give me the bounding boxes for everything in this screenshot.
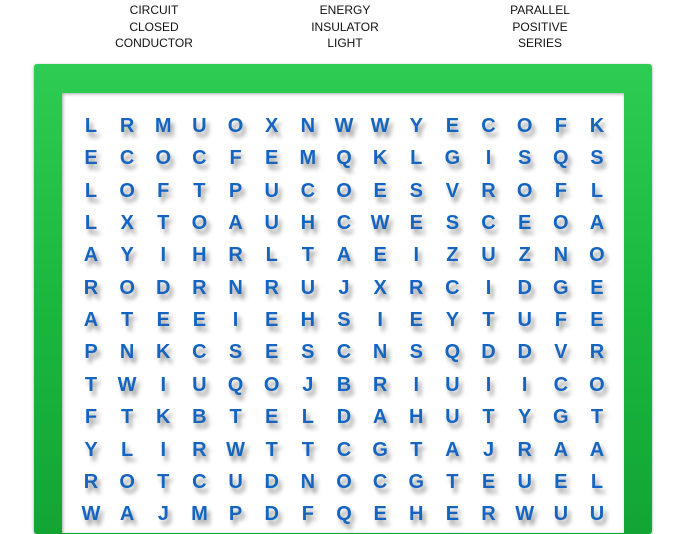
grid-letter[interactable]: N <box>300 115 316 137</box>
grid-letter[interactable]: F <box>554 115 567 137</box>
grid-letter[interactable]: Z <box>518 244 531 267</box>
grid-letter[interactable]: E <box>590 276 604 299</box>
grid-letter[interactable]: J <box>338 276 350 299</box>
grid-letter[interactable]: C <box>553 373 569 396</box>
grid-letter[interactable]: K <box>372 147 388 170</box>
grid-letter[interactable]: O <box>516 179 533 202</box>
grid-letter[interactable]: D <box>517 341 532 364</box>
grid-letter[interactable]: E <box>373 179 387 202</box>
grid-letter[interactable]: D <box>517 276 532 299</box>
grid-letter[interactable]: R <box>228 244 243 267</box>
grid-letter[interactable]: X <box>120 212 134 235</box>
word-list-column-2 <box>265 2 425 52</box>
grid-letter[interactable]: D <box>336 406 352 429</box>
grid-letter[interactable]: L <box>301 406 314 429</box>
grid-letter[interactable]: E <box>409 212 423 235</box>
grid-letter[interactable]: Y <box>445 309 460 332</box>
grid-letter[interactable]: C <box>336 212 352 235</box>
grid-letter[interactable]: W <box>370 212 390 235</box>
grid-letter[interactable]: O <box>155 147 172 170</box>
grid-letter[interactable]: P <box>228 503 243 526</box>
grid-letter[interactable]: T <box>121 309 134 332</box>
grid-letter[interactable]: I <box>160 244 167 267</box>
grid-letter[interactable]: C <box>481 212 496 235</box>
grid-letter[interactable]: S <box>518 147 532 170</box>
grid-letter[interactable]: T <box>157 212 170 235</box>
grid-letter[interactable]: A <box>589 212 605 235</box>
grid-letter[interactable]: L <box>84 212 98 235</box>
grid-letter[interactable]: H <box>409 503 424 526</box>
grid-letter[interactable]: A <box>83 309 99 332</box>
word-list-column-3 <box>460 2 620 52</box>
word-light: LIGHT <box>327 36 363 50</box>
grid-letter[interactable]: G <box>444 147 461 170</box>
grid-letter[interactable]: M <box>154 115 172 137</box>
grid-letter[interactable]: I <box>521 373 528 396</box>
grid-letter[interactable]: J <box>157 503 169 526</box>
grid-letter[interactable]: Y <box>409 115 423 137</box>
grid-letter[interactable]: D <box>264 503 279 526</box>
grid-letter[interactable]: X <box>265 115 279 137</box>
word-closed: CLOSED <box>129 19 179 34</box>
grid-letter[interactable]: Z <box>446 244 459 267</box>
grid-letter[interactable]: O <box>227 115 244 137</box>
word-energy: ENERGY <box>319 3 371 17</box>
grid-letter[interactable]: R <box>481 179 496 202</box>
grid-letter[interactable]: J <box>482 438 495 461</box>
grid-letter[interactable]: R <box>192 438 207 461</box>
grid-letter[interactable]: H <box>409 406 424 429</box>
grid-letter[interactable]: R <box>83 276 99 299</box>
grid-letter[interactable]: Y <box>518 406 532 429</box>
grid-letter[interactable]: F <box>229 147 242 170</box>
grid-letter[interactable]: O <box>119 276 135 299</box>
grid-letter[interactable]: K <box>589 115 605 137</box>
grid-letter[interactable]: K <box>156 406 171 429</box>
grid-letter[interactable]: G <box>372 438 388 461</box>
grid-letter[interactable]: N <box>553 244 569 267</box>
grid-letter[interactable]: U <box>192 115 207 137</box>
word-circuit: CIRCUIT <box>129 3 179 17</box>
grid-letter[interactable]: A <box>228 212 243 235</box>
grid-letter[interactable]: Y <box>84 438 98 461</box>
grid-letter[interactable]: Q <box>444 341 461 364</box>
grid-letter[interactable]: T <box>590 406 604 429</box>
grid-letter[interactable]: C <box>481 115 496 137</box>
grid-letter[interactable]: E <box>409 309 423 332</box>
grid-letter[interactable]: P <box>228 179 243 202</box>
grid-letter[interactable]: O <box>119 179 135 202</box>
grid-letter[interactable]: S <box>445 212 460 235</box>
grid-letter[interactable]: H <box>300 309 316 332</box>
grid-letter[interactable]: V <box>445 179 460 202</box>
grid-letter[interactable]: A <box>372 406 388 429</box>
grid-letter[interactable]: M <box>191 503 208 526</box>
grid-letter[interactable]: T <box>157 470 170 493</box>
grid-letter[interactable]: Q <box>553 147 569 170</box>
grid-letter[interactable]: E <box>265 341 279 364</box>
grid-letter[interactable]: B <box>336 373 352 396</box>
grid-letter[interactable]: E <box>445 503 460 526</box>
grid-letter[interactable]: U <box>264 212 279 235</box>
grid-letter[interactable]: R <box>119 115 135 137</box>
grid-letter[interactable]: U <box>517 470 532 493</box>
grid-letter[interactable]: E <box>156 309 170 332</box>
grid-letter[interactable]: I <box>160 438 167 461</box>
grid-letter[interactable]: N <box>228 276 243 299</box>
grid-letter[interactable]: C <box>192 147 207 170</box>
grid-letter[interactable]: S <box>590 147 604 170</box>
grid-letter[interactable]: C <box>372 470 388 493</box>
grid-letter[interactable]: O <box>516 115 533 137</box>
grid-letter[interactable]: H <box>192 244 207 267</box>
grid-letter[interactable]: U <box>300 276 316 299</box>
grid-letter[interactable]: L <box>121 438 134 461</box>
grid-letter[interactable]: E <box>554 470 568 493</box>
grid-letter[interactable]: L <box>84 115 98 137</box>
grid-letter[interactable]: U <box>445 373 460 396</box>
grid-letter[interactable]: D <box>481 341 496 364</box>
word-parallel: PARALLEL <box>510 3 570 17</box>
grid-letter[interactable]: F <box>301 503 314 526</box>
grid-letter[interactable]: R <box>192 276 207 299</box>
grid-letter[interactable]: U <box>517 309 532 332</box>
grid-letter[interactable]: O <box>191 212 208 235</box>
word-positive: POSITIVE <box>512 19 568 34</box>
grid-letter[interactable]: R <box>264 276 279 299</box>
word-insulator: INSULATOR <box>311 19 379 34</box>
grid-letter[interactable]: O <box>119 470 135 493</box>
grid-letter[interactable]: A <box>119 503 135 526</box>
grid-letter[interactable]: F <box>157 179 170 202</box>
grid-letter[interactable]: E <box>445 115 460 137</box>
grid-letter[interactable]: R <box>589 341 605 364</box>
grid-letter[interactable]: U <box>192 373 207 396</box>
grid-letter[interactable]: R <box>481 503 496 526</box>
grid-letter[interactable]: T <box>265 438 278 461</box>
grid-letter[interactable]: Q <box>336 147 352 170</box>
grid-letter[interactable]: E <box>481 470 496 493</box>
grid-letter[interactable]: U <box>228 470 243 493</box>
grid-letter[interactable]: A <box>553 438 569 461</box>
grid-letter[interactable]: F <box>84 406 98 429</box>
grid-letter[interactable]: N <box>119 341 135 364</box>
grid-letter[interactable]: A <box>83 244 99 267</box>
grid-letter[interactable]: T <box>301 438 314 461</box>
grid-letter[interactable]: C <box>445 276 460 299</box>
grid-letter[interactable]: N <box>372 341 388 364</box>
grid-letter[interactable]: L <box>84 179 98 202</box>
grid-letter[interactable]: W <box>334 115 354 137</box>
grid-letter[interactable]: P <box>84 341 98 364</box>
grid-letter[interactable]: E <box>265 309 279 332</box>
grid-letter[interactable]: O <box>589 244 605 267</box>
grid-letter[interactable]: C <box>300 179 316 202</box>
grid-letter[interactable]: Q <box>227 373 244 396</box>
grid-letter[interactable]: T <box>446 470 459 493</box>
grid-letter[interactable]: T <box>482 406 495 429</box>
grid-letter[interactable]: O <box>589 373 605 396</box>
grid-letter[interactable]: T <box>84 373 98 396</box>
grid-letter[interactable]: I <box>485 147 492 170</box>
grid-letter[interactable]: I <box>485 276 492 299</box>
grid-letter[interactable]: E <box>373 503 387 526</box>
grid-letter[interactable]: C <box>192 341 207 364</box>
grid-letter[interactable]: U <box>589 503 605 526</box>
grid-letter[interactable]: E <box>590 309 604 332</box>
grid-letter[interactable]: V <box>554 341 568 364</box>
grid-letter[interactable]: T <box>482 309 495 332</box>
grid-letter[interactable]: D <box>264 470 279 493</box>
grid-letter[interactable]: I <box>160 373 167 396</box>
grid-letter[interactable]: C <box>336 438 352 461</box>
grid-letter[interactable]: O <box>336 179 352 202</box>
grid-letter[interactable]: S <box>337 309 351 332</box>
grid-letter[interactable]: L <box>590 179 604 202</box>
grid-letter[interactable]: I <box>377 309 383 332</box>
grid-letter[interactable]: C <box>336 341 352 364</box>
grid-letter[interactable]: E <box>192 309 207 332</box>
grid-letter[interactable]: C <box>192 470 207 493</box>
grid-letter[interactable]: N <box>300 470 316 493</box>
grid-letter[interactable]: G <box>408 470 425 493</box>
grid-letter[interactable]: H <box>300 212 316 235</box>
grid-letter[interactable]: E <box>84 147 98 170</box>
grid-letter[interactable]: M <box>299 147 317 170</box>
grid-letter[interactable]: E <box>518 212 532 235</box>
grid-letter[interactable]: J <box>302 373 314 396</box>
grid-letter[interactable]: O <box>263 373 280 396</box>
grid-letter[interactable]: T <box>193 179 206 202</box>
grid-letter[interactable]: S <box>301 341 315 364</box>
grid-letter[interactable]: R <box>372 373 388 396</box>
grid-letter[interactable]: E <box>373 244 387 267</box>
grid-letter[interactable]: I <box>232 309 239 332</box>
grid-letter[interactable]: U <box>264 179 279 202</box>
grid-letter[interactable]: L <box>265 244 278 267</box>
grid-letter[interactable]: W <box>117 373 137 396</box>
grid-letter[interactable]: W <box>515 503 535 526</box>
grid-letter[interactable]: I <box>413 373 420 396</box>
grid-letter[interactable]: W <box>370 115 390 137</box>
grid-letter[interactable]: T <box>301 244 314 267</box>
word-list-column-1 <box>74 2 234 52</box>
word-conductor: CONDUCTOR <box>115 36 193 50</box>
grid-letter[interactable]: F <box>554 309 567 332</box>
grid-letter[interactable]: I <box>413 244 420 267</box>
grid-letter[interactable]: F <box>554 179 567 202</box>
grid-letter[interactable]: O <box>553 212 569 235</box>
grid-letter[interactable]: T <box>229 406 242 429</box>
grid-letter[interactable]: I <box>485 373 492 396</box>
grid-letter[interactable]: U <box>481 244 496 267</box>
grid-letter[interactable]: E <box>265 147 279 170</box>
grid-letter[interactable]: T <box>410 438 423 461</box>
grid-letter[interactable]: U <box>445 406 460 429</box>
grid-letter[interactable]: A <box>336 244 352 267</box>
grid-letter[interactable]: K <box>156 341 171 364</box>
grid-letter[interactable]: R <box>517 438 532 461</box>
grid-letter[interactable]: R <box>83 470 99 493</box>
grid-letter[interactable]: C <box>119 147 135 170</box>
grid-letter[interactable]: U <box>553 503 569 526</box>
grid-letter[interactable]: A <box>445 438 460 461</box>
grid-letter[interactable]: G <box>553 276 569 299</box>
grid-letter[interactable]: S <box>228 341 243 364</box>
grid-letter[interactable]: S <box>409 179 423 202</box>
grid-letter[interactable]: Y <box>120 244 134 267</box>
word-series: SERIES <box>517 36 562 50</box>
grid-letter[interactable]: W <box>81 503 101 526</box>
grid-letter[interactable]: G <box>553 406 569 429</box>
grid-letter[interactable]: A <box>589 438 605 461</box>
grid-letter[interactable]: R <box>409 276 424 299</box>
grid-letter[interactable]: Q <box>336 503 352 526</box>
grid-letter[interactable]: T <box>121 406 134 429</box>
grid-letter[interactable]: E <box>265 406 279 429</box>
grid-letter[interactable]: S <box>409 341 423 364</box>
grid-letter[interactable]: X <box>373 276 387 299</box>
grid-letter[interactable]: L <box>410 147 423 170</box>
grid-letter[interactable]: L <box>590 470 604 493</box>
grid-letter[interactable]: W <box>226 438 245 461</box>
grid-letter[interactable]: O <box>336 470 352 493</box>
grid-letter[interactable]: B <box>192 406 207 429</box>
grid-letter[interactable]: D <box>156 276 171 299</box>
